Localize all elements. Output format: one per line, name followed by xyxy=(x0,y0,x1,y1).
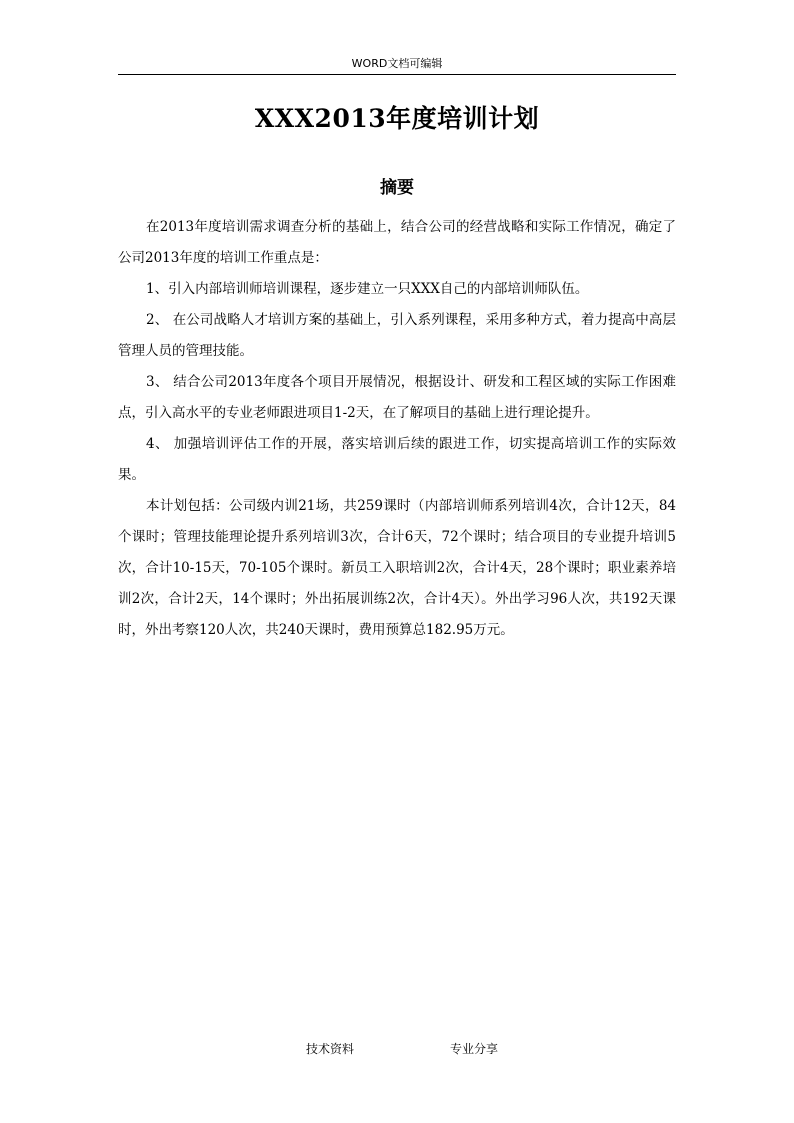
plan-summary-paragraph: 本计划包括：公司级内训21场，共259课时（内部培训师系列培训4次，合计12天，84个课时；管理技能理论提升系列培训3次，合计6天，72个课时；结合项目的专业提升培训5次，合计10-15天，70-105个课时。新员工入职培训2次，合计4天，28个课时；职业素养培训2次，合计2天，14个课时；外出拓展训练2次，合计4天）。外出学习96人次，共192天课时，外出考察120人次，共240天课时，费用预算总182.95万元。 xyxy=(118,498,676,638)
list-item: 3、 结合公司2013年度各个项目开展情况，根据设计、研发和工程区域的实际工作困难点，引入高水平的专业老师跟进项目1-2天，在了解项目的基础上进行理论提升。 xyxy=(118,374,676,421)
abstract-heading: 摘要 xyxy=(380,178,414,198)
footer-right-text: 专业分享 xyxy=(450,1042,499,1056)
document-title: XXX2013年度培训计划 xyxy=(254,104,540,133)
list-item: 4、 加强培训评估工作的开展，落实培训后续的跟进工作，切实提高培训工作的实际效果。 xyxy=(118,436,676,483)
list-item: 1、引入内部培训师培训课程，逐步建立一只XXX自己的内部培训师队伍。 xyxy=(146,281,589,297)
header-divider xyxy=(118,74,676,75)
intro-paragraph: 在2013年度培训需求调查分析的基础上，结合公司的经营战略和实际工作情况，确定了公司2013年度的培训工作重点是： xyxy=(118,219,676,266)
footer-left-text: 技术资料 xyxy=(306,1042,355,1056)
list-item: 2、 在公司战略人才培训方案的基础上，引入系列课程，采用多种方式，着力提高中高层管理人员的管理技能。 xyxy=(118,312,676,359)
document-body xyxy=(118,212,676,646)
page-header: WORD文档可编辑 xyxy=(351,57,443,70)
